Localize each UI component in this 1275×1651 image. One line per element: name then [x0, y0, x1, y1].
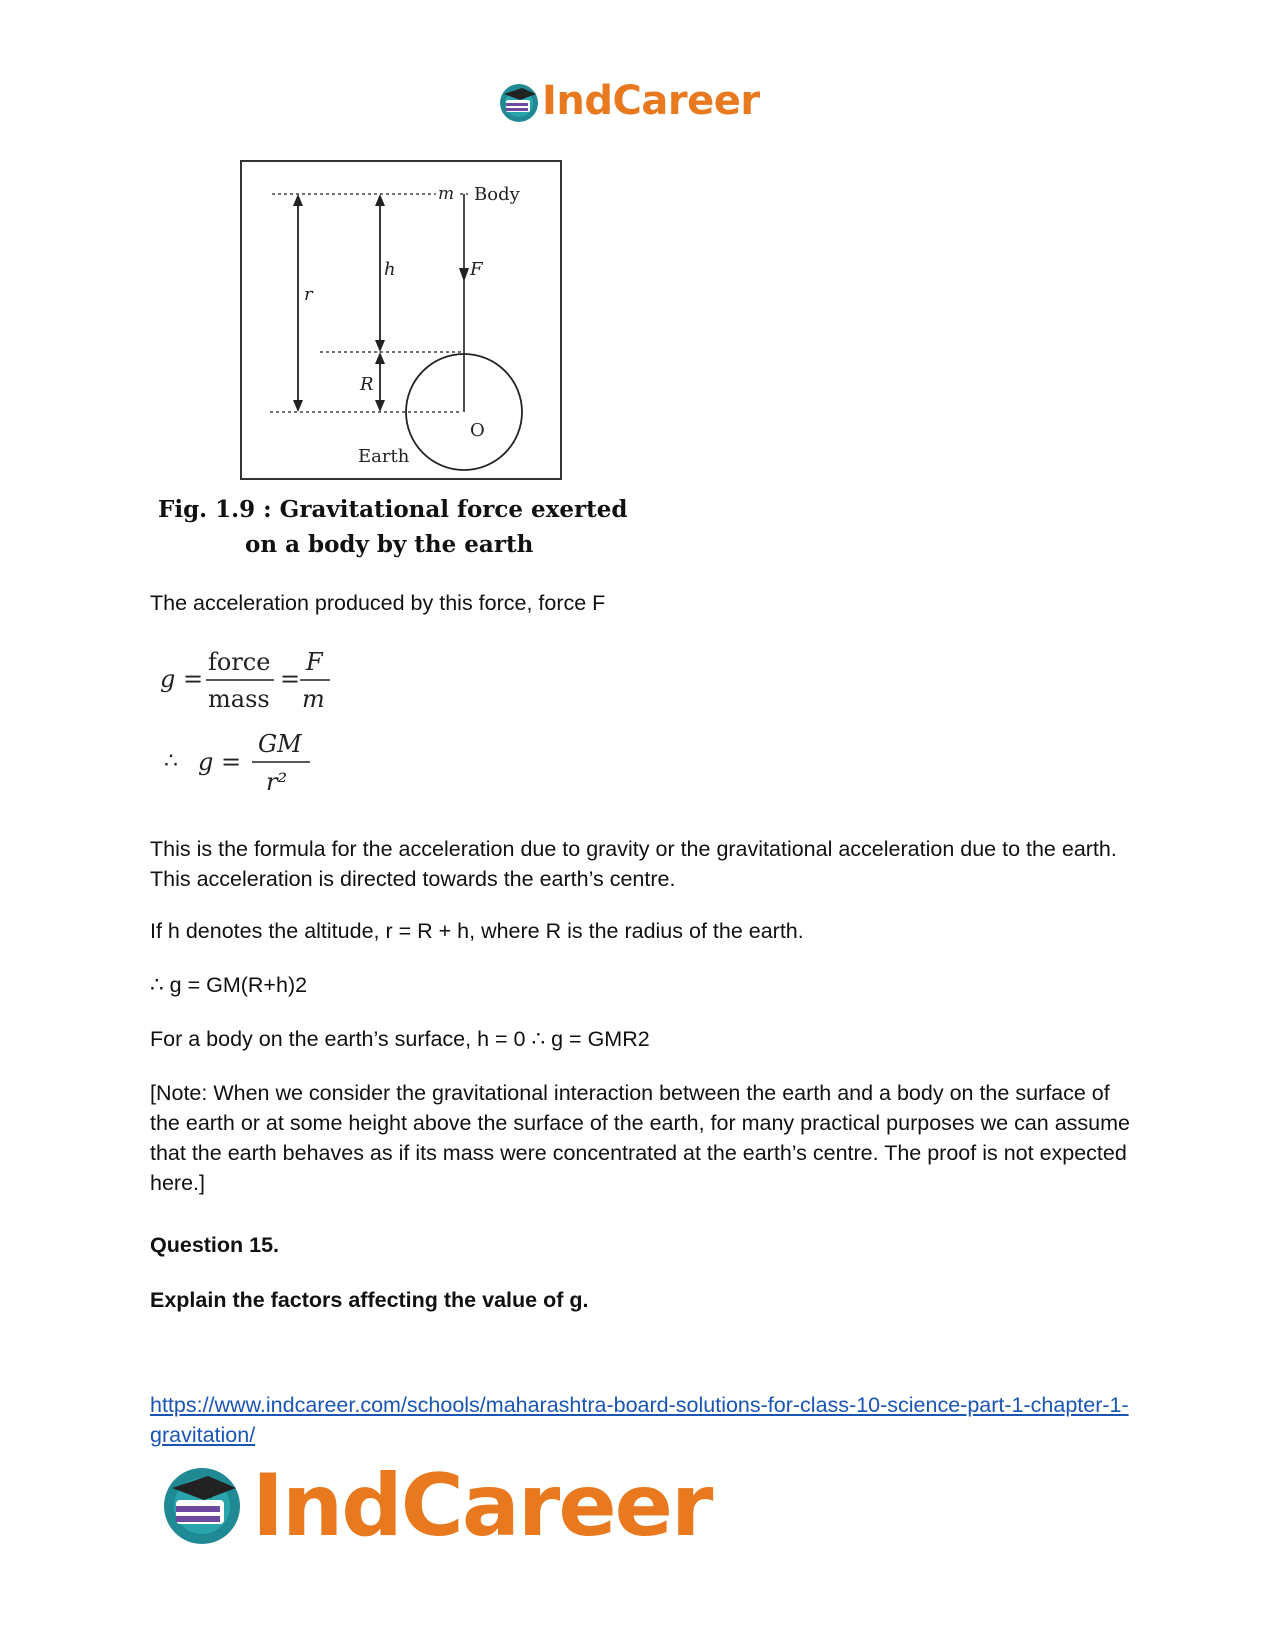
svg-text:∴: ∴: [164, 749, 178, 774]
source-link[interactable]: https://www.indcareer.com/schools/maharashtra-board-solutions-for-class-10-science-part-1-chapter-1-gravitation/: [150, 1393, 1129, 1447]
fraction-numerator-force: force: [208, 648, 271, 676]
formula-g-force-mass: [158, 640, 358, 720]
gravitation-figure: [240, 160, 564, 482]
header-logo: [498, 80, 768, 130]
label-earth: Earth: [358, 446, 410, 467]
fraction-denominator-mass: mass: [208, 685, 270, 713]
svg-text:m: m: [302, 685, 325, 713]
svg-text:g =: g =: [160, 665, 204, 693]
label-r: r: [304, 284, 313, 305]
svg-text:r²: r²: [266, 768, 288, 796]
svg-text:g =: g =: [198, 748, 242, 776]
formula-g-GM-r2: [158, 726, 358, 806]
paragraph-acceleration-intro: The acceleration produced by this force, force F: [150, 591, 606, 615]
figure-caption: [158, 492, 658, 562]
paragraph-g-formula: ∴ g = GM(R+h)2: [150, 973, 308, 997]
question-text: Explain the factors affecting the value of g.: [150, 1288, 589, 1312]
paragraph-note: [Note: When we consider the gravitational interaction between the earth and a body on the surface of the earth or at some height above the surface of the earth, for many practical purposes we can assume that the earth behaves as if its mass were concentrated at the earth’s centre. The proof is not expected here.]: [150, 1081, 1130, 1195]
label-O: O: [470, 420, 485, 441]
label-h: h: [384, 259, 396, 280]
caption-line-1: Fig. 1.9 : Gravitational force exerted: [158, 496, 628, 523]
figure-frame: [241, 161, 561, 479]
logo-wordmark: IndCareer: [542, 78, 760, 124]
label-m: m: [438, 184, 455, 204]
paragraph-altitude: If h denotes the altitude, r = R + h, where R is the radius of the earth.: [150, 919, 804, 943]
footer-logo: [160, 1456, 720, 1556]
paragraph-surface: For a body on the earth’s surface, h = 0 ∴ g = GMR2: [150, 1027, 650, 1051]
svg-text:F: F: [306, 648, 323, 676]
label-F: F: [470, 259, 483, 280]
svg-text:GM: GM: [258, 730, 302, 758]
question-title: Question 15.: [150, 1233, 280, 1257]
footer-logo-wordmark: IndCareer: [252, 1456, 712, 1556]
caption-line-2: on a body by the earth: [245, 531, 534, 558]
logo-globe-icon: [498, 82, 540, 124]
paragraph-formula-description: This is the formula for the acceleration due to gravity or the gravitational acceleration due to the earth. This acceleration is directed towards the earth’s centre.: [150, 837, 1117, 891]
footer-logo-globe-icon: [160, 1464, 244, 1548]
label-body: Body: [474, 184, 520, 205]
label-R: R: [360, 374, 374, 395]
svg-text:=: =: [280, 665, 301, 693]
